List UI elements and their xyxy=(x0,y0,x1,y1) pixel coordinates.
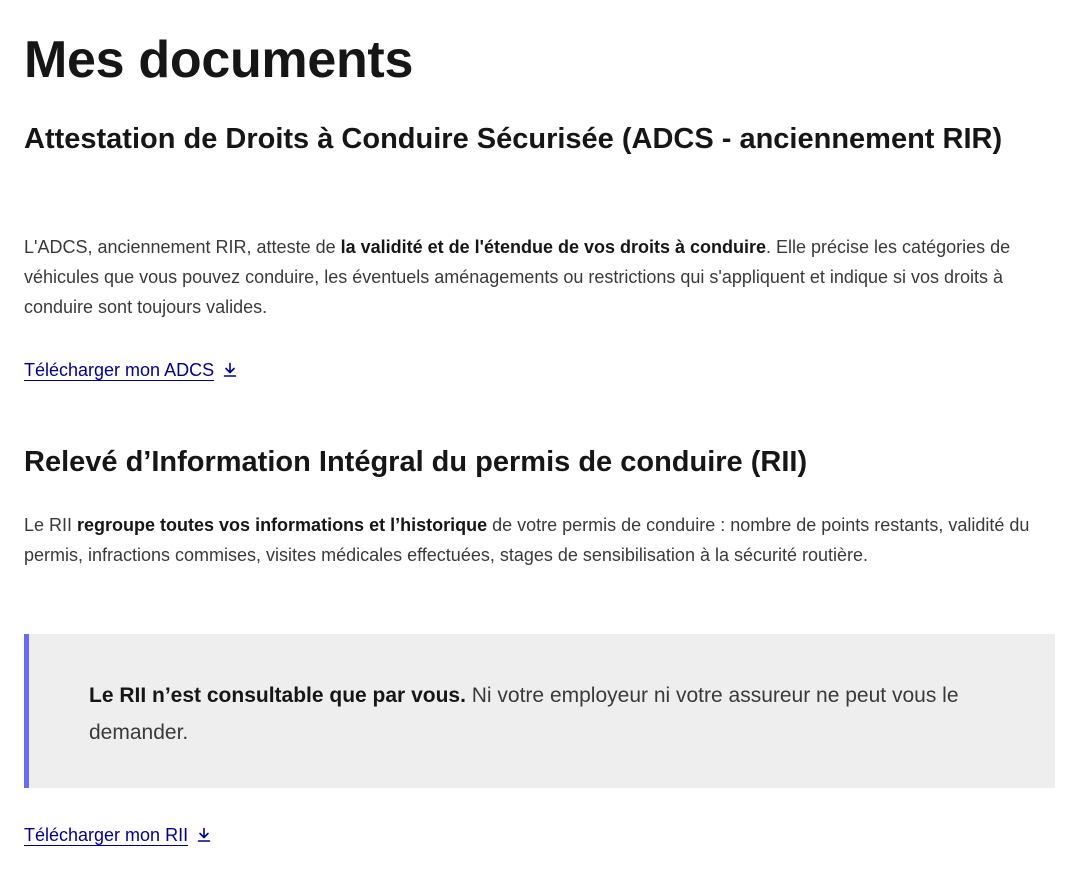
adcs-description xyxy=(24,232,1054,322)
download-icon xyxy=(196,827,212,843)
download-rii-link[interactable] xyxy=(24,822,212,848)
download-icon xyxy=(222,362,238,378)
download-adcs-label: Télécharger mon ADCS xyxy=(24,360,215,380)
rii-privacy-callout xyxy=(24,634,1055,788)
page-title: Mes documents xyxy=(24,31,414,89)
rii-description-start: Le RII xyxy=(24,515,78,535)
callout-body: Ni votre employeur ni votre assureur ne peut vous le demander. xyxy=(89,684,959,744)
rii-title: Relevé d’Information Intégral du permis de conduire (RII) xyxy=(24,446,808,478)
rii-description-emphasis: regroupe toutes vos informations et l’historique xyxy=(77,515,488,535)
rii-description xyxy=(24,510,1054,570)
download-rii-label: Télécharger mon RII xyxy=(24,825,189,845)
rii-description-end: de votre permis de conduire : nombre de points restants, validité du permis, infractions commises, visites médicales effectuées, stages de sensibilisation à la sécurité routière. xyxy=(24,515,1030,565)
download-adcs-link[interactable] xyxy=(24,357,238,383)
callout-text xyxy=(89,677,1009,751)
callout-emphasis: Le RII n’est consultable que par vous. xyxy=(89,684,466,707)
adcs-description-end: . Elle précise les catégories de véhicules que vous pouvez conduire, les éventuels aménagements ou restrictions qui s'appliquent et indique si vos droits à conduire sont toujours valides. xyxy=(24,237,1011,317)
adcs-description-emphasis: la validité et de l'étendue de vos droits à conduire xyxy=(340,237,766,257)
adcs-description-start: L'ADCS, anciennement RIR, atteste de xyxy=(24,237,341,257)
adcs-title: Attestation de Droits à Conduire Sécurisée (ADCS - anciennement RIR) xyxy=(24,123,1003,155)
